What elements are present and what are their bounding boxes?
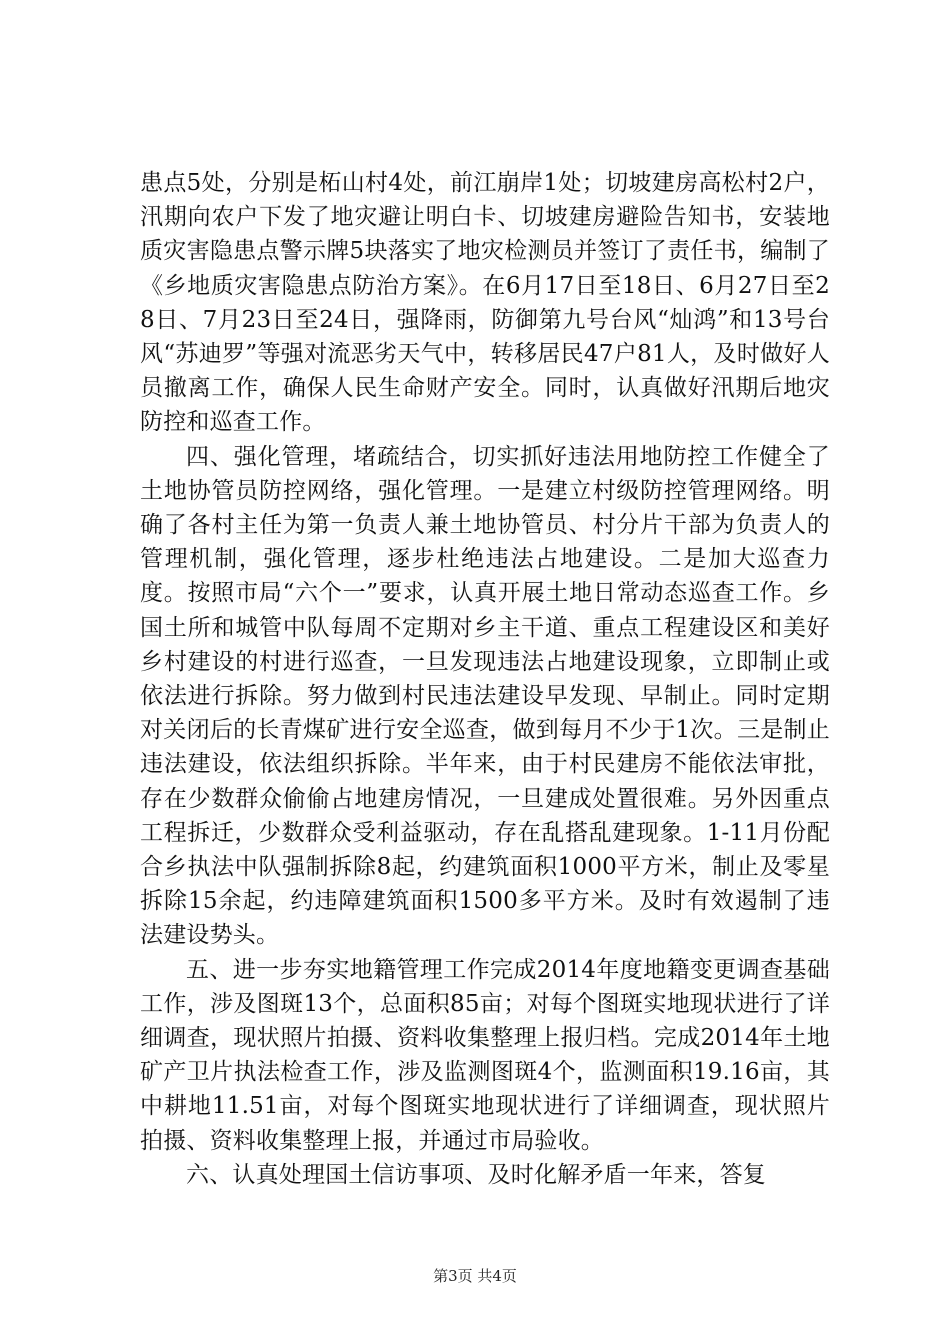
paragraph-section-five: 五、进一步夯实地籍管理工作完成2014年度地籍变更调查基础工作，涉及图斑13个，总面积85亩；对每个图斑实地现状进行了详细调查，现状照片拍摄、资料收集整理上报归档。完成2014年土地矿产卫片执法检查工作，涉及监测图斑4个，监测面积19.16亩，其中耕地11.51亩，对每个图斑实地现状进行了详细调查，现状照片拍摄、资料收集整理上报，并通过市局验收。	[140, 956, 830, 1154]
paragraph-continuation: 患点5处，分别是柘山村4处，前江崩岸1处；切坡建房高松村2户，汛期向农户下发了地灾避让明白卡、切坡建房避险告知书，安装地质灾害隐患点警示牌5块落实了地灾检测员并签订了责任书，编制了《乡地质灾害隐患点防治方案》。在6月17日至18日、6月27日至28日、7月23日至24日，强降雨，防御第九号台风“灿鸿”和13号台风“苏迪罗”等强对流恶劣天气中，转移居民47户81人，及时做好人员撤离工作，确保人民生命财产安全。同时，认真做好汛期后地灾防控和巡查工作。	[140, 170, 830, 436]
paragraph-section-six: 六、认真处理国土信访事项、及时化解矛盾一年来，答复	[186, 1161, 766, 1188]
paragraph-section-four: 四、强化管理，堵疏结合，切实抓好违法用地防控工作健全了土地协管员防控网络，强化管理。一是建立村级防控管理网络。明确了各村主任为第一负责人兼土地协管员、村分片干部为负责人的管理机制，强化管理，逐步杜绝违法占地建设。二是加大巡查力度。按照市局“六个一”要求，认真开展土地日常动态巡查工作。乡国土所和城管中队每周不定期对乡主干道、重点工程建设区和美好乡村建设的村进行巡查，一旦发现违法占地建设现象，立即制止或依法进行拆除。努力做到村民违法建设早发现、早制止。同时定期对关闭后的长青煤矿进行安全巡查，做到每月不少于1次。三是制止违法建设，依法组织拆除。半年来，由于村民建房不能依法审批，存在少数群众偷偷占地建房情况，一旦建成处置很难。另外因重点工程拆迁，少数群众受利益驱动，存在乱搭乱建现象。1-11月份配合乡执法中队强制拆除8起，约建筑面积1000平方米，制止及零星拆除15余起，约违障建筑面积1500多平方米。及时有效遏制了违法建设势头。	[140, 443, 830, 949]
document-body	[140, 166, 830, 1192]
page-footer: 第3页 共4页	[433, 1267, 517, 1285]
